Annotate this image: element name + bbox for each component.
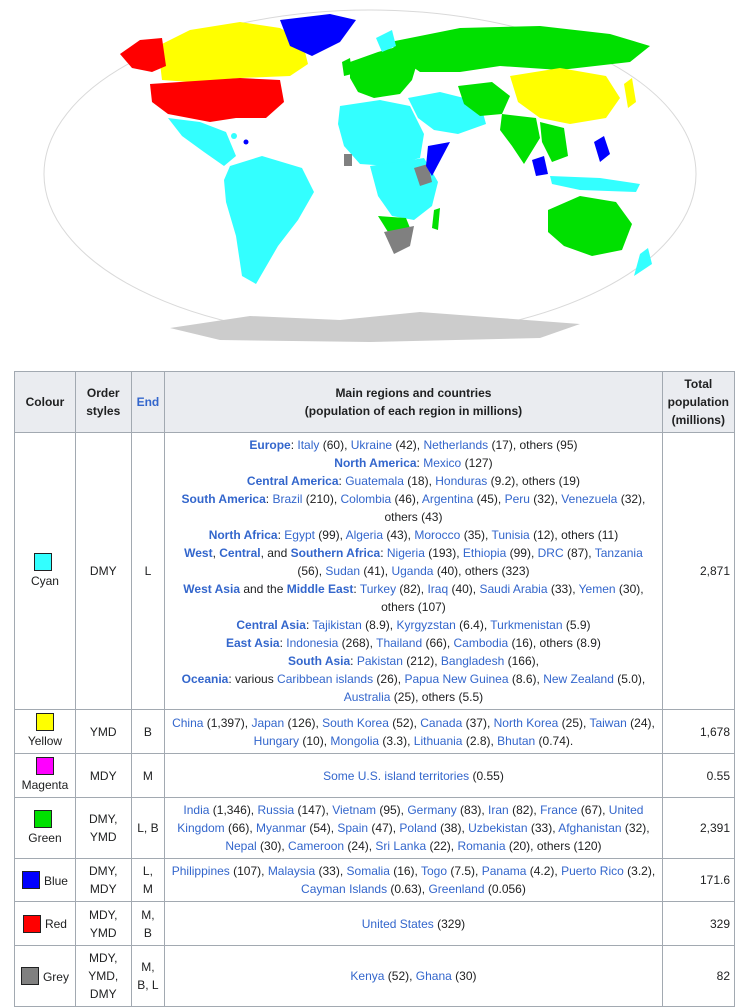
order-line: YMD (89, 925, 117, 940)
total-magenta: 0.55 (662, 754, 734, 798)
total-blue: 171.6 (662, 859, 734, 902)
link-north-africa[interactable]: North Africa (208, 528, 278, 542)
link-country[interactable]: Italy (297, 438, 320, 452)
pop-value: (99), (314, 528, 346, 542)
link-country[interactable]: Guatemala (345, 474, 404, 488)
link-country[interactable]: Poland (399, 821, 437, 835)
link-country[interactable]: Vietnam (332, 803, 376, 817)
pop-value: (26), (373, 672, 405, 686)
pop-value: (0.74). (535, 733, 574, 748)
link-country[interactable]: India (183, 803, 210, 817)
pop-value: (66), (224, 821, 257, 835)
link-central-asia[interactable]: Central Asia (236, 618, 306, 632)
link-country[interactable]: Ethiopia (462, 546, 507, 560)
link-country[interactable]: Myanmar (256, 821, 307, 835)
pop-value: (127) (461, 456, 493, 470)
separator: and the (240, 582, 287, 596)
pop-value: (210), (302, 492, 341, 506)
link-country[interactable]: Argentina (421, 492, 474, 506)
link-country[interactable]: Caribbean islands (277, 672, 374, 686)
header-total-line2: population (667, 395, 729, 409)
regions-green (165, 798, 662, 859)
link-country[interactable]: Japan (251, 715, 285, 730)
pop-value: (8.6), (508, 672, 544, 686)
end-blue: L, M (131, 859, 165, 902)
link-country[interactable]: Cameroon (288, 839, 345, 853)
pop-value: (268), (338, 636, 377, 650)
link-country[interactable]: Spain (337, 821, 369, 835)
link-country[interactable]: France (540, 803, 578, 817)
pop-value: (52), (384, 969, 416, 983)
pop-value: (43), (383, 528, 415, 542)
swatch-magenta (36, 757, 54, 775)
total-green: 2,391 (662, 798, 734, 859)
world-date-format-map (40, 6, 700, 346)
total-red: 329 (662, 902, 734, 946)
link-country[interactable]: Sri Lanka (375, 839, 427, 853)
link-country[interactable]: Nepal (225, 839, 257, 853)
colour-name-blue: Blue (43, 873, 68, 888)
header-order-styles (75, 372, 131, 433)
link-central-america[interactable]: Central America (246, 474, 339, 488)
pop-value: (18), (403, 474, 436, 488)
table-header-row (15, 372, 735, 433)
order-green (75, 798, 131, 859)
cyan-south-america: South America: Brazil (210), Colombia (46), Argentina (45), Peru (32), Venezuela (32), others (43) (181, 492, 646, 524)
end-magenta: M (131, 754, 165, 798)
pop-value: (33), (547, 582, 579, 596)
pop-value: (32), (621, 821, 650, 835)
header-regions (165, 372, 662, 433)
header-regions-line1: Main regions and countries (335, 386, 492, 400)
colour-cell-grey (15, 946, 76, 1007)
pop-value: (46), (391, 492, 422, 506)
total-yellow: 1,678 (662, 710, 734, 754)
pop-value: (67), (577, 803, 609, 817)
pop-value: (60), (319, 438, 351, 452)
link-country[interactable]: Iraq (427, 582, 449, 596)
header-total (662, 372, 734, 433)
link-country[interactable]: China (172, 715, 204, 730)
regions-blue (165, 859, 662, 902)
link-country[interactable]: Cambodia (453, 636, 509, 650)
pop-value: (9.2), others (19) (487, 474, 580, 488)
table-row-yellow (15, 710, 735, 754)
link-country[interactable]: Togo (421, 864, 448, 878)
link-country[interactable]: Puerto Rico (561, 864, 624, 878)
pop-value: (24), (626, 715, 655, 730)
pop-value: (3.3), (379, 733, 414, 748)
cyan-east-asia: East Asia: Indonesia (268), Thailand (66), Cambodia (16), others (8.9) (226, 636, 601, 650)
pop-value: (107), (229, 864, 268, 878)
cyan-west-asia: West Asia and the Middle East: Turkey (82), Iraq (40), Saudi Arabia (33), Yemen (30), others (107) (183, 582, 644, 614)
link-country[interactable]: Philippines (171, 864, 230, 878)
order-red (75, 902, 131, 946)
link-east-asia[interactable]: East Asia (226, 636, 280, 650)
pop-value: (52), (388, 715, 421, 730)
pop-value: (0.55) (469, 768, 504, 783)
cyan-central-america: Central America: Guatemala (18), Honduras (9.2), others (19) (246, 474, 580, 488)
colour-name-grey: Grey (42, 969, 69, 984)
link-middle-east[interactable]: Middle East (286, 582, 354, 596)
order-yellow: YMD (75, 710, 131, 754)
pop-value: (212), (402, 654, 441, 668)
pop-value: (40), others (323) (433, 564, 530, 578)
link-central-africa[interactable]: Central (219, 546, 261, 560)
pop-value: (8.9), (361, 618, 397, 632)
link-country[interactable]: Turkey (359, 582, 397, 596)
link-country[interactable]: Bangladesh (440, 654, 505, 668)
link-country[interactable]: Turkmenistan (490, 618, 563, 632)
end-grey (131, 946, 165, 1007)
link-country[interactable]: Honduras (435, 474, 488, 488)
swatch-red (23, 915, 41, 933)
table-row-red (15, 902, 735, 946)
order-line: MDY, (89, 907, 118, 922)
link-country[interactable]: Russia (257, 803, 295, 817)
link-country[interactable]: Cayman Islands (301, 882, 388, 896)
region-caribbean (231, 133, 237, 139)
swatch-grey (21, 967, 39, 985)
link-country[interactable]: Germany (407, 803, 457, 817)
pop-value: (4.2), (526, 864, 562, 878)
link-country[interactable]: Brazil (272, 492, 303, 506)
separator: , and (260, 546, 291, 560)
link-country[interactable]: Some U.S. island territories (323, 768, 470, 783)
table-row-grey (15, 946, 735, 1007)
link-country[interactable]: North Korea (493, 715, 559, 730)
link-country[interactable]: Nigeria (386, 546, 425, 560)
header-end-link[interactable] (131, 372, 165, 433)
cyan-europe: Europe: Italy (60), Ukraine (42), Netherlands (17), others (95) (249, 438, 578, 452)
swatch-yellow (36, 713, 54, 731)
pop-value: (38), (436, 821, 469, 835)
swatch-blue (22, 871, 40, 889)
header-regions-line2: (population of each region in millions) (304, 404, 523, 418)
pop-value: (10), (299, 733, 331, 748)
cyan-central-asia: Central Asia: Tajikistan (8.9), Kyrgyzstan (6.4), Turkmenistan (5.9) (236, 618, 591, 632)
regions-magenta (165, 754, 662, 798)
pop-value: (82), (396, 582, 428, 596)
pop-value: (32), others (43) (384, 492, 646, 524)
pop-value: (193), (424, 546, 463, 560)
link-country[interactable]: Somalia (346, 864, 390, 878)
pop-value: (87), (563, 546, 595, 560)
link-country[interactable]: Bhutan (497, 733, 536, 748)
pop-value: (166), (504, 654, 539, 668)
region-ghana (344, 154, 352, 166)
pop-value: (6.4), (455, 618, 491, 632)
header-colour-text: Colour (25, 395, 65, 409)
link-country[interactable]: Uzbekistan (468, 821, 528, 835)
cyan-north-africa: North Africa: Egypt (99), Algeria (43), Morocco (35), Tunisia (12), others (11) (208, 528, 619, 542)
pop-value: (1,397), (203, 715, 252, 730)
order-line: DMY, (89, 864, 118, 878)
pop-value: (16), others (8.9) (508, 636, 601, 650)
order-line: DMY (89, 987, 117, 1001)
regions-yellow (165, 710, 662, 754)
pop-value: (37), (462, 715, 494, 730)
map-svg (40, 6, 700, 346)
link-country[interactable]: Kyrgyzstan (396, 618, 456, 632)
cyan-north-america: North America: Mexico (127) (334, 456, 493, 470)
link-country[interactable]: New Zealand (543, 672, 614, 686)
pop-value: (30) (451, 969, 477, 983)
table-row-cyan (15, 433, 735, 710)
header-end-text[interactable]: End (136, 395, 160, 409)
link-country[interactable]: Greenland (428, 882, 485, 896)
pop-value: (42), (392, 438, 424, 452)
pop-value: (82), (508, 803, 541, 817)
link-country[interactable]: Indonesia (286, 636, 339, 650)
link-country[interactable]: Peru (504, 492, 530, 506)
order-magenta: MDY (75, 754, 131, 798)
end-yellow: B (131, 710, 165, 754)
link-country[interactable]: Uganda (391, 564, 434, 578)
colour-cell-cyan (15, 433, 76, 710)
pop-value: (16), (389, 864, 421, 878)
end-red: M, B (131, 902, 165, 946)
link-country[interactable]: Taiwan (589, 715, 627, 730)
pop-value: (33), (527, 821, 559, 835)
pop-value: (0.63), (387, 882, 429, 896)
pop-value: (35), (460, 528, 492, 542)
order-cyan: DMY (75, 433, 131, 710)
pop-value: (54), (306, 821, 338, 835)
link-country[interactable]: Mexico (423, 456, 462, 470)
pop-value: (0.056) (484, 882, 526, 896)
swatch-green (34, 810, 52, 828)
table-row-green (15, 798, 735, 859)
regions-cyan (165, 433, 662, 710)
link-country[interactable]: Ukraine (350, 438, 393, 452)
pop-value: (126), (284, 715, 323, 730)
header-total-line1: Total (684, 377, 713, 391)
cyan-oceania (170, 670, 656, 706)
link-country[interactable]: Tanzania (594, 546, 643, 560)
pop-value: (7.5), (447, 864, 482, 878)
link-west-asia[interactable]: West Asia (183, 582, 240, 596)
link-west-africa[interactable]: West (184, 546, 213, 560)
link-country[interactable]: Lithuania (413, 733, 463, 748)
link-country[interactable]: South Korea (322, 715, 389, 730)
link-country[interactable]: DRC (537, 546, 564, 560)
pop-value: (24), (344, 839, 376, 853)
order-line: YMD, (88, 969, 119, 983)
link-country[interactable]: Pakistan (356, 654, 403, 668)
pop-value: (95), (376, 803, 408, 817)
link-country[interactable]: Yemen (578, 582, 616, 596)
region-puerto-rico (244, 140, 249, 145)
link-country[interactable]: Tajikistan (312, 618, 362, 632)
colour-name-yellow: Yellow (27, 734, 63, 748)
colour-cell-magenta (15, 754, 76, 798)
pop-value: (22), (426, 839, 458, 853)
link-country[interactable]: Colombia (340, 492, 392, 506)
pop-value: (99), (506, 546, 538, 560)
colour-name-magenta: Magenta (21, 778, 69, 792)
pop-value: (12), others (11) (529, 528, 619, 542)
link-country[interactable]: Malaysia (267, 864, 316, 878)
pop-value: (329) (433, 916, 466, 931)
pop-value: (41), (360, 564, 392, 578)
pop-value: (56), (297, 564, 326, 578)
link-south-america[interactable]: South America (181, 492, 266, 506)
pop-value: (47), (368, 821, 400, 835)
pop-value: (147), (294, 803, 333, 817)
link-oceania[interactable]: Oceania (181, 672, 229, 686)
separator: , (212, 546, 220, 560)
colour-name-cyan: Cyan (30, 573, 59, 588)
link-country[interactable]: Thailand (376, 636, 423, 650)
regions-grey (165, 946, 662, 1007)
end-line: B, L (137, 978, 159, 992)
link-north-america[interactable]: North America (334, 456, 417, 470)
pop-value: (25), (558, 715, 590, 730)
order-blue (75, 859, 131, 902)
link-country[interactable]: United Kingdom (177, 803, 644, 835)
link-country[interactable]: Panama (481, 864, 527, 878)
cyan-sub-africa: West, Central, and Southern Africa: Nigeria (193), Ethiopia (99), DRC (87), Tanzania (56), Sudan (41), Uganda (40), others (323) (184, 546, 643, 578)
end-line: M, (141, 960, 155, 974)
total-grey: 82 (662, 946, 734, 1007)
link-europe[interactable]: Europe (249, 438, 291, 452)
pop-value: (25), others (5.5) (390, 690, 484, 704)
pop-value: (66), (422, 636, 454, 650)
regions-red (165, 902, 662, 946)
pop-value: (5.9) (562, 618, 591, 632)
link-country[interactable]: Morocco (414, 528, 461, 542)
colour-cell-yellow (15, 710, 76, 754)
total-cyan: 2,871 (662, 433, 734, 710)
link-country[interactable]: Australia (343, 690, 391, 704)
table-row-blue (15, 859, 735, 902)
pop-value: (30), others (107) (381, 582, 644, 614)
colour-cell-green (15, 798, 76, 859)
order-grey (75, 946, 131, 1007)
date-format-table (14, 371, 735, 1007)
link-country[interactable]: Saudi Arabia (479, 582, 548, 596)
order-line: DMY, (89, 812, 118, 826)
end-cyan: L (131, 433, 165, 710)
swatch-cyan (34, 553, 52, 571)
pop-value: (2.8), (462, 733, 498, 748)
link-country[interactable]: Kenya (350, 969, 385, 983)
pop-value: (33), (315, 864, 347, 878)
table-row-magenta (15, 754, 735, 798)
header-order-line2: styles (86, 404, 121, 418)
link-country[interactable]: Netherlands (423, 438, 489, 452)
colour-name-green: Green (28, 830, 62, 845)
pop-value: (45), (473, 492, 505, 506)
link-country[interactable]: Venezuela (561, 492, 618, 506)
link-country[interactable]: Algeria (345, 528, 383, 542)
link-country[interactable]: Hungary (253, 733, 300, 748)
link-country[interactable]: Ghana (415, 969, 452, 983)
end-green: L, B (131, 798, 165, 859)
link-country[interactable]: Iran (488, 803, 509, 817)
link-south-asia[interactable]: South Asia (287, 654, 351, 668)
pop-value: (30), (256, 839, 289, 853)
order-line: YMD (89, 830, 117, 844)
pop-value: (1,346), (209, 803, 258, 817)
order-line: MDY, (89, 951, 118, 965)
link-country[interactable]: United States (361, 916, 434, 931)
colour-cell-blue (15, 859, 76, 902)
pop-value: (32), (529, 492, 562, 506)
cyan-south-asia: South Asia: Pakistan (212), Bangladesh (166), (287, 654, 539, 668)
link-country[interactable]: Mongolia (330, 733, 380, 748)
order-line: MDY (89, 882, 117, 896)
link-country[interactable]: Afghanistan (558, 821, 622, 835)
colour-cell-red (15, 902, 76, 946)
link-country[interactable]: Papua New Guinea (404, 672, 509, 686)
link-country[interactable]: Egypt (284, 528, 315, 542)
link-country[interactable]: Canada (420, 715, 463, 730)
colour-name-red: Red (44, 916, 67, 931)
header-colour (15, 372, 76, 433)
pop-value: (3.2), (623, 864, 656, 878)
link-country[interactable]: Sudan (325, 564, 361, 578)
pop-value: (17), others (95) (488, 438, 578, 452)
header-total-line3: (millions) (671, 413, 725, 427)
pop-value: (83), (456, 803, 489, 817)
link-southern-africa[interactable]: Southern Africa (290, 546, 381, 560)
pop-value: (5.0), (613, 672, 646, 686)
separator: : various (228, 672, 278, 686)
pop-value: (20), others (120) (505, 839, 602, 853)
pop-value: (40), (448, 582, 480, 596)
link-country[interactable]: Romania (457, 839, 506, 853)
link-country[interactable]: Tunisia (491, 528, 530, 542)
header-order-line1: Order (86, 386, 120, 400)
